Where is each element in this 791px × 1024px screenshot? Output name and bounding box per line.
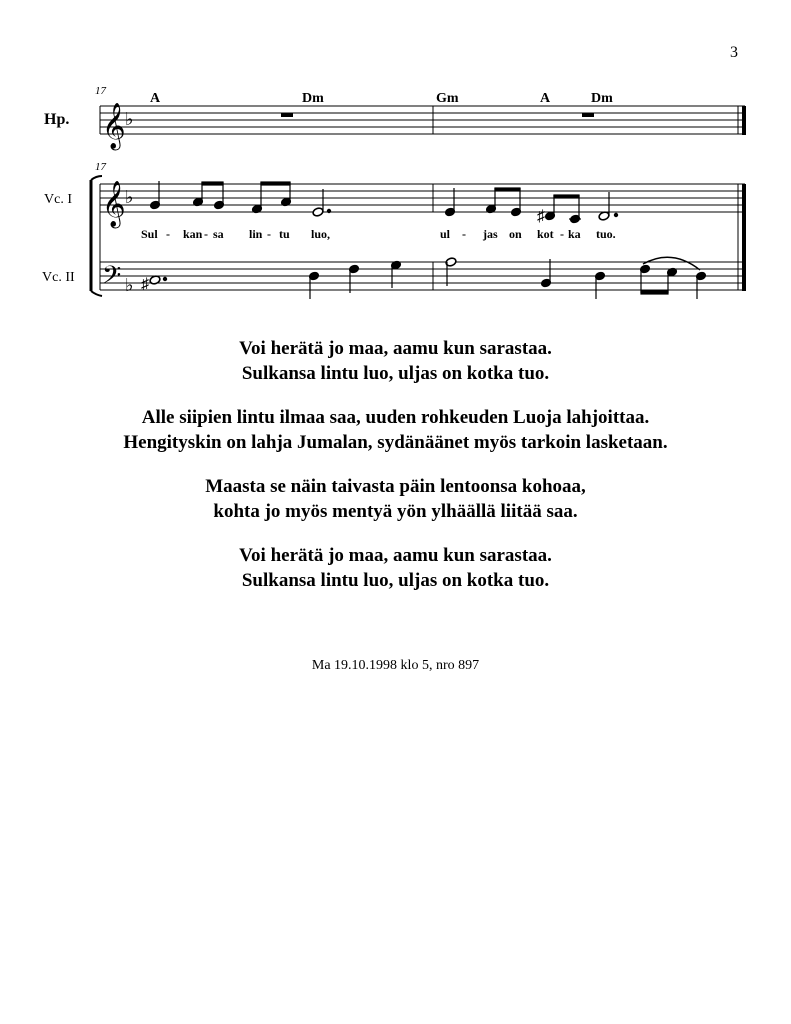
- violin1-label: Vc. I: [44, 192, 72, 207]
- harp-label: Hp.: [44, 111, 70, 128]
- whole-rest: [281, 113, 293, 117]
- lyric-line: Voi herätä jo maa, aamu kun sarastaa.: [239, 545, 552, 566]
- lyrics-text: [0, 336, 791, 612]
- measure-number: 17: [95, 161, 106, 173]
- lyrics-underlay: [141, 227, 616, 241]
- violin2-notes: [445, 257, 706, 299]
- lyric-line: Voi herätä jo maa, aamu kun sarastaa.: [239, 338, 552, 359]
- lyric-syllable: -: [560, 227, 564, 241]
- lyric-syllable: ka: [568, 227, 581, 241]
- lyric-line: Hengityskin on lahja Jumalan, sydänäänet myös tarkoin lasketaan.: [123, 432, 668, 453]
- chord-symbol: Gm: [436, 91, 459, 106]
- violin2-notes: [141, 260, 401, 299]
- stanza: [0, 336, 791, 386]
- lyric-syllable: Sul: [141, 227, 158, 241]
- lyric-syllable: -: [166, 227, 170, 241]
- svg-text:♯: ♯: [537, 208, 545, 225]
- lyric-line: kohta jo myös mentyä yön ylhäällä liitää saa.: [213, 501, 578, 522]
- composition-date: Ma 19.10.1998 klo 5, nro 897: [311, 658, 480, 673]
- bass-clef-icon: 𝄢: [102, 262, 122, 295]
- lyric-syllable: tuo.: [596, 227, 616, 241]
- stanza: [0, 543, 791, 593]
- stanza: [0, 474, 791, 524]
- lyric-syllable: kot: [537, 227, 554, 241]
- lyric-syllable: jas: [483, 227, 498, 241]
- lyric-syllable: lin: [249, 227, 263, 241]
- flat-key-signature-icon: ♭: [125, 187, 134, 207]
- lyric-syllable: kan: [183, 227, 203, 241]
- lyric-syllable: on: [509, 227, 522, 241]
- stanza: [0, 405, 791, 455]
- chord-symbol: A: [150, 91, 161, 106]
- lyric-line: Maasta se näin taivasta päin lentoonsa kohoaa,: [205, 476, 586, 497]
- flat-key-signature-icon: ♭: [125, 275, 134, 295]
- chord-symbol: Dm: [591, 91, 613, 106]
- music-score: [0, 0, 791, 320]
- treble-clef-icon: 𝄞: [102, 103, 126, 148]
- chord-symbol: A: [540, 91, 551, 106]
- lyric-line: Sulkansa lintu luo, uljas on kotka tuo.: [241, 570, 550, 591]
- chord-symbol: Dm: [302, 91, 324, 106]
- flat-key-signature-icon: ♭: [125, 109, 134, 129]
- measure-number: 17: [95, 85, 106, 97]
- lyric-syllable: -: [204, 227, 208, 241]
- lyric-syllable: sa: [213, 227, 224, 241]
- lyric-line: Alle siipien lintu ilmaa saa, uuden rohkeuden Luoja lahjoittaa.: [141, 407, 650, 428]
- harp-staff: [100, 106, 745, 134]
- lyric-line: Sulkansa lintu luo, uljas on kotka tuo.: [241, 363, 550, 384]
- lyric-syllable: tu: [279, 227, 290, 241]
- page-number: 3: [730, 44, 738, 61]
- lyric-syllable: luo,: [311, 227, 331, 241]
- whole-rest: [582, 113, 594, 117]
- system-bracket-top: [91, 176, 102, 180]
- lyric-syllable: -: [267, 227, 271, 241]
- system-bracket-bottom: [91, 291, 102, 296]
- harp-final-barline: [742, 106, 746, 135]
- lyric-syllable: ul: [440, 227, 451, 241]
- treble-clef-icon: 𝄞: [102, 181, 126, 226]
- svg-text:♯: ♯: [141, 276, 149, 293]
- violin2-label: Vc. II: [42, 270, 75, 285]
- lyric-syllable: -: [462, 227, 466, 241]
- violin1-notes: [445, 188, 618, 225]
- violin2-final-barline: [742, 184, 746, 291]
